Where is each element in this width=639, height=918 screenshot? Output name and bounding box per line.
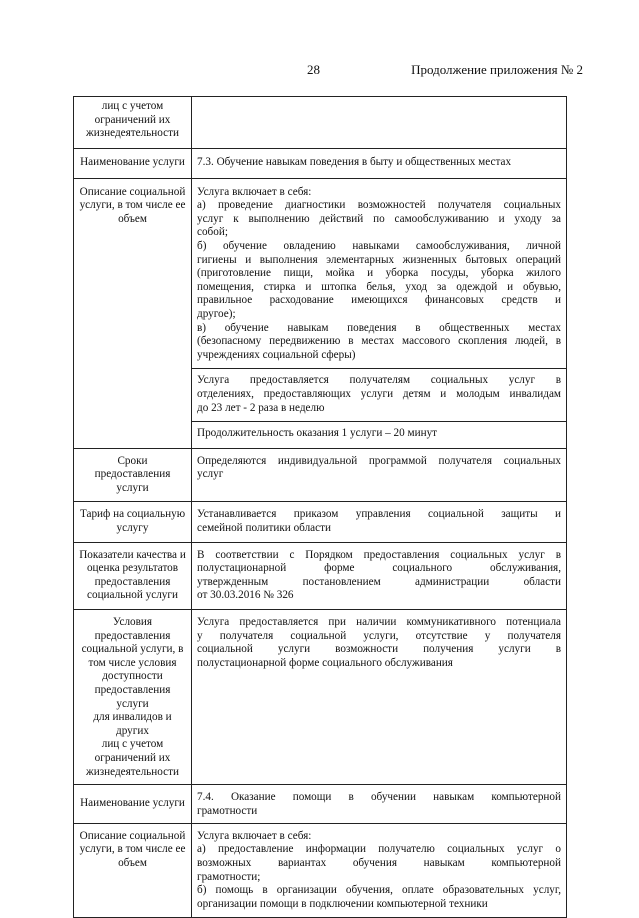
text-line: правильное расходование имеющихся финансовых средств и: [197, 294, 561, 307]
row-label: [74, 610, 192, 785]
table-row: [74, 823, 567, 918]
label-line: предоставления услуги: [94, 684, 171, 710]
text-line: Определяются индивидуальной программой получателя социальных: [197, 454, 561, 467]
row-label: [74, 178, 192, 448]
continuation-note: Продолжение приложения № 2: [411, 62, 583, 77]
label-line: оценка результатов: [86, 562, 179, 575]
text-line: гигиены и выполнения элементарных жизненных бытовых операций: [197, 253, 561, 266]
service-duration: [197, 422, 561, 445]
text-line: Услуга включает в себя:: [197, 829, 312, 842]
label-line: Показатели качества и: [79, 548, 186, 561]
text-line: до 23 лет - 2 раза в неделю: [197, 401, 325, 414]
label-line: том числе условия: [88, 656, 177, 669]
row-label: [74, 97, 192, 149]
text-line: а) предоставление информации получателю социальных услуг о: [197, 843, 561, 856]
service-name: 7.3. Обучение навыкам поведения в быту и общественных местах: [192, 149, 567, 179]
label-line: объем: [118, 856, 147, 869]
row-label: [74, 502, 192, 542]
text-line: организации помощи в подключении компьютерной техники: [197, 897, 488, 910]
table-row: [74, 97, 567, 149]
text-line: Услуга включает в себя:: [197, 185, 312, 198]
text-line: отделениях, предоставляющих услуги детям и молодым инвалидам: [197, 387, 561, 400]
text-line: грамотности: [197, 804, 258, 817]
label-line: лиц с учетом: [101, 100, 164, 112]
label-line: объем: [118, 212, 147, 225]
label-line: Наименование услуги: [80, 156, 185, 168]
label-line: лиц с учетом: [101, 738, 164, 751]
service-description: [192, 823, 567, 918]
row-label: [74, 823, 192, 918]
text-line: в) обучение навыкам поведения в общественных местах: [197, 321, 561, 334]
text-line: 7.4. Оказание помощи в обучении навыкам компьютерной: [197, 791, 561, 804]
text-line: Услуга предоставляется получателям социальных услуг в: [197, 374, 561, 387]
text-line: а) проведение диагностики возможностей получателя социальных: [197, 199, 561, 212]
label-line: Тариф на социальную: [79, 508, 186, 521]
row-label: [74, 448, 192, 502]
label-line: услуги: [116, 481, 149, 494]
row-label: [74, 149, 192, 179]
page-number: 28: [307, 62, 320, 77]
table-row: [74, 610, 567, 785]
service-terms: [192, 448, 567, 502]
row-label: [74, 542, 192, 609]
label-line: услугу: [116, 522, 149, 535]
label-line: жизнедеятельности: [86, 765, 179, 778]
service-conditions: [192, 610, 567, 785]
label-line: Описание социальной: [79, 185, 186, 198]
text-line: у получателя социальной услуги, отсутствие у получателя: [197, 629, 561, 642]
label-line: Условия: [112, 616, 153, 629]
service-quality: [192, 542, 567, 609]
service-tariff: [192, 502, 567, 542]
row-value-empty: [192, 97, 567, 149]
services-table: [73, 96, 567, 918]
table-row: [74, 542, 567, 609]
service-description: [192, 178, 567, 448]
text-line: услуг: [197, 468, 224, 481]
text-line: В соответствии с Порядком предоставления социальных услуг в: [197, 548, 561, 561]
table-row: [74, 149, 567, 179]
label-line: услуги, в том числе ее: [79, 843, 186, 856]
label-line: ограничений их: [94, 751, 171, 764]
text-line: (безопасному передвижению в местах массового скопления людей, в: [197, 335, 561, 348]
label-line: доступности: [102, 670, 163, 683]
text-line: б) помощь в организации обучения, оплате образовательных услуг,: [197, 884, 561, 897]
label-line: ограничений их: [94, 113, 171, 126]
label-line: услуги, в том числе ее: [79, 199, 186, 212]
text-line: семейной политики области: [197, 522, 331, 535]
text-line: Устанавливается приказом управления социальной защиты и: [197, 508, 561, 521]
text-line: грамотности;: [197, 870, 261, 883]
label-line: предоставления: [94, 575, 171, 588]
table-row: [74, 178, 567, 448]
service-frequency: [197, 369, 561, 415]
text-line: услуг к выполнению действий по самообслуживанию и уходу за: [197, 212, 561, 225]
text-line: Услуга предоставляется при наличии коммуникативного потенциала: [197, 616, 561, 629]
label-line: Сроки предоставления: [94, 454, 171, 481]
text-line: помещения, стирка и штопка белья, уход за одеждой и обувью,: [197, 280, 561, 293]
table-row: [74, 448, 567, 502]
text-line: полустационарной форме социального обслуживания: [197, 656, 453, 669]
label-line: предоставления: [94, 629, 171, 642]
text-line: возможных вариантах обучения навыкам компьютерной: [197, 856, 561, 869]
label-line: социальной услуги: [87, 589, 178, 602]
label-line: Описание социальной: [79, 829, 186, 842]
text-line: утвержденным постановлением администрации области: [197, 575, 561, 588]
label-line: социальной услуги, в: [81, 643, 184, 656]
text-line: другое);: [197, 307, 236, 320]
text-line: учреждениях социальной сферы): [197, 348, 356, 361]
text-line: от 30.03.2016 № 326: [197, 589, 294, 602]
service-name: [192, 785, 567, 824]
text-line: б) обучение овладению навыками самообслуживания, личной: [197, 239, 561, 252]
table-row: [74, 785, 567, 824]
text-line: полустационарной форме социального обслуживания,: [197, 562, 561, 575]
text-line: Продолжительность оказания 1 услуги – 20 минут: [197, 427, 438, 440]
row-label: [74, 785, 192, 824]
label-line: жизнедеятельности: [86, 127, 179, 140]
label-line: для инвалидов и других: [93, 711, 172, 737]
text-line: социальной услуги возможности получения услуги в: [197, 643, 561, 656]
text-line: собой;: [197, 226, 228, 239]
label-line: Наименование услуги: [80, 797, 185, 810]
text-line: (приготовление пищи, мойка и уборка посуды, уборка жилого: [197, 267, 561, 280]
table-row: [74, 502, 567, 542]
